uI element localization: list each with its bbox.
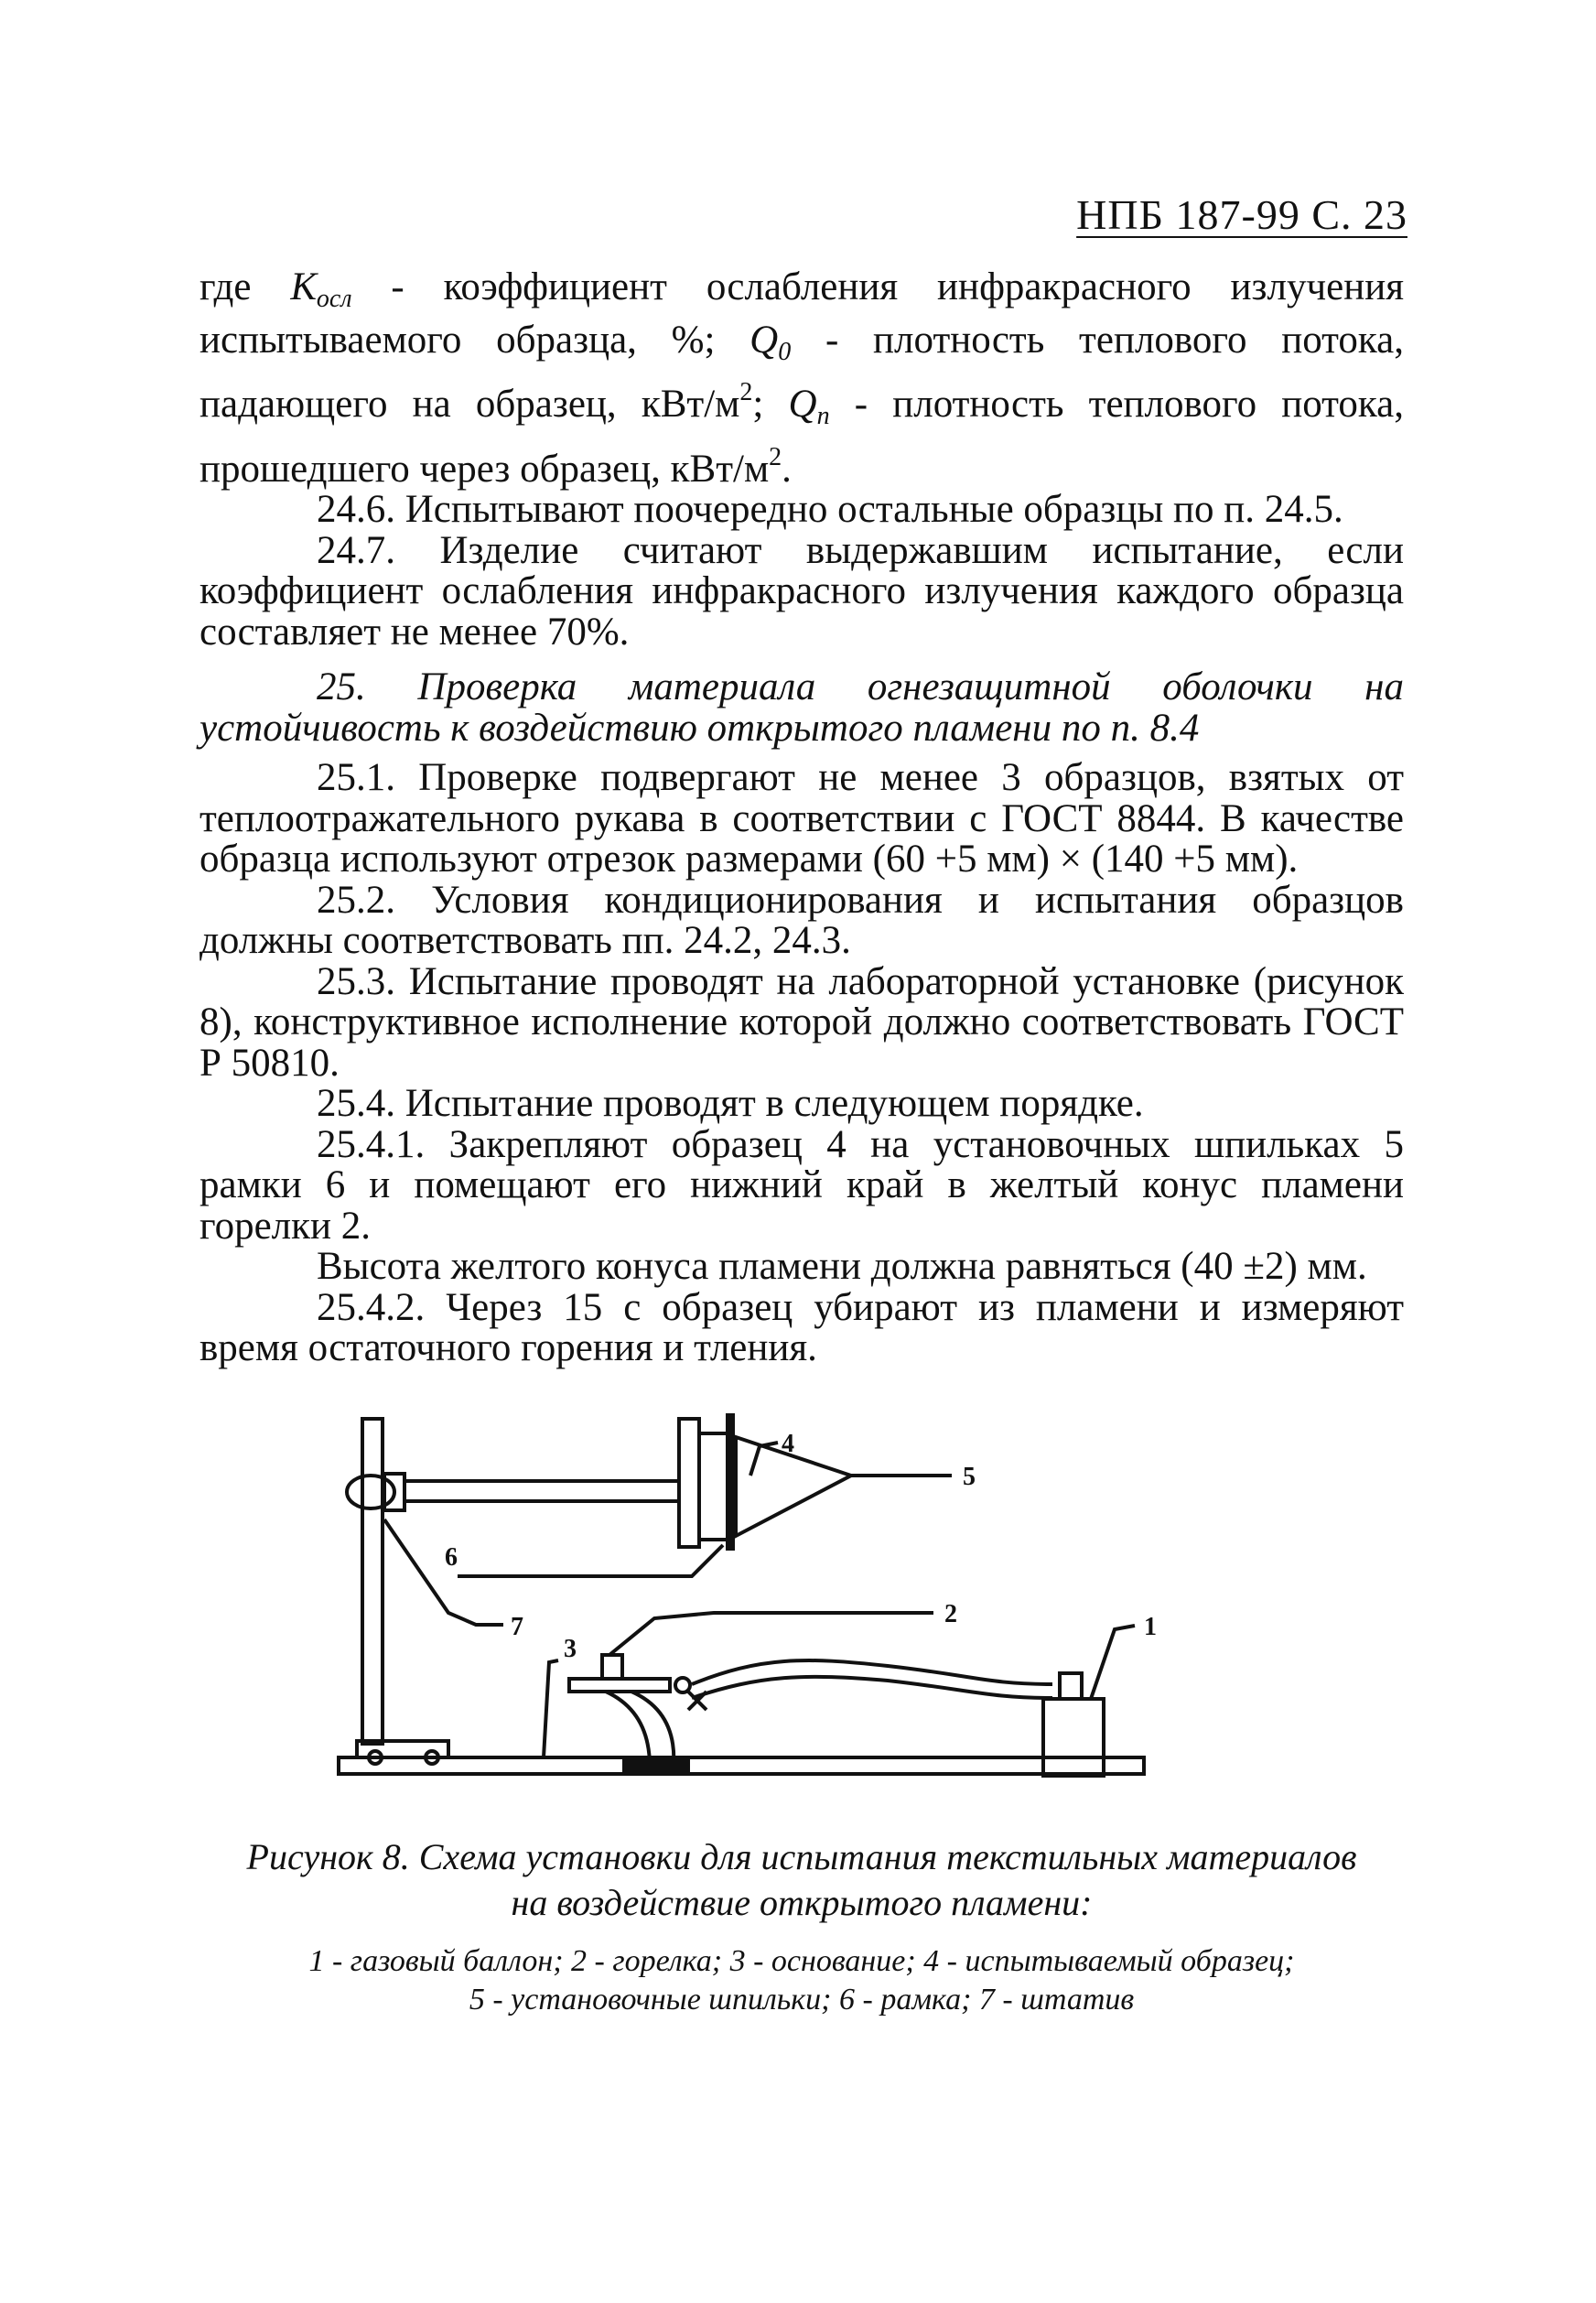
leader-line-7	[384, 1519, 503, 1625]
leader-line-1	[1091, 1626, 1135, 1699]
paragraph-25-3: 25.3. Испытание проводят на лабораторной установке (рисунок 8), конструктивное исполнение которой должно соответствовать ГОСТ Р 50810.	[200, 959, 1404, 1085]
paragraph-25-4: 25.4. Испытание проводят в следующем порядке.	[317, 1082, 1144, 1125]
burner-base	[624, 1757, 688, 1772]
figure-8-diagram	[329, 1382, 1391, 1812]
leader-line-2	[609, 1613, 933, 1655]
paragraph-24-7: 24.7. Изделие считают выдержавшим испытание, если коэффициент ослабления инфракрасного излучения каждого образца составляет не менее 70%.	[200, 528, 1404, 654]
body-text	[200, 267, 1404, 1369]
qn-subscript: п	[816, 402, 830, 430]
gas-cylinder	[1043, 1699, 1104, 1776]
horizontal-arm	[404, 1481, 679, 1501]
paragraph-flame-height: Высота желтого конуса пламени должна равняться (40 ±2) мм.	[317, 1245, 1367, 1288]
figure-caption	[200, 1834, 1404, 1926]
label-4: 4	[782, 1430, 794, 1458]
burner-head	[602, 1655, 622, 1679]
leader-line-3	[544, 1660, 558, 1757]
caption-line-1: Рисунок 8. Схема установки для испытания текстильных материалов	[246, 1836, 1357, 1877]
page-header: НПБ 187-99 С. 23	[1076, 191, 1407, 238]
label-2: 2	[944, 1600, 957, 1628]
qn-symbol: Q	[788, 383, 817, 426]
section-25-title: 25. Проверка материала огнезащитной оболочки на устойчивость к воздействию открытого пламени по п. 8.4	[200, 665, 1404, 750]
superscript-2: 2	[739, 378, 753, 406]
legend-line-1: 1 - газовый баллон; 2 - горелка; 3 - основание; 4 - испытываемый образец;	[308, 1944, 1295, 1978]
legend-line-2: 5 - установочные шпильки; 6 - рамка; 7 - штатив	[469, 1983, 1135, 2016]
paragraph-coefficient-definition: где $К_{осл}$ - коэффициент ослабления инфракрасного излучения испытываемого образца, %; $Q_0$ - плотность теплового потока, падающего на образец, кВт/$м^2$; $Q_п$ - плотность теплового потока, прошедшего через образец, кВт/$м^2$.	[200, 265, 1404, 491]
stand-clamp	[347, 1476, 394, 1508]
paragraph-25-4-1: 25.4.1. Закрепляют образец 4 на установочных шпильках 5 рамки 6 и помещают его нижний край в желтый конус пламени горелки 2.	[200, 1122, 1404, 1248]
gas-cylinder-valve	[1060, 1673, 1082, 1699]
leader-line-6	[458, 1545, 723, 1576]
paragraph-25-1: 25.1. Проверке подвергают не менее 3 образцов, взятых от теплоотражательного рукава в соответствии с ГОСТ 8844. В качестве образца используют отрезок размерами (60 +5 мм) × (140 +5 мм).	[200, 756, 1404, 881]
q0-symbol: Q	[749, 318, 779, 362]
burner-neck	[606, 1692, 674, 1767]
base-plate	[339, 1757, 1144, 1774]
label-7: 7	[511, 1613, 523, 1641]
figure-legend	[200, 1942, 1404, 2019]
superscript-2: 2	[769, 442, 782, 471]
q0-subscript: 0	[778, 337, 792, 366]
frame	[679, 1419, 699, 1547]
label-6: 6	[445, 1543, 458, 1572]
caption-line-2: на воздействие открытого пламени:	[511, 1882, 1093, 1923]
k-symbol: К	[290, 265, 317, 308]
label-1: 1	[1144, 1613, 1157, 1641]
burner-valve	[675, 1678, 690, 1692]
label-3: 3	[564, 1635, 577, 1663]
burner-plate	[569, 1679, 670, 1692]
paragraph-25-4-2: 25.4.2. Через 15 с образец убирают из пламени и измеряют время остаточного горения и тления.	[200, 1285, 1404, 1369]
k-subscript: осл	[316, 285, 352, 313]
stand-rod	[362, 1419, 383, 1744]
paragraph-25-2: 25.2. Условия кондиционирования и испытания образцов должны соответствовать пп. 24.2, 24.3.	[200, 878, 1404, 962]
label-5: 5	[963, 1463, 976, 1491]
frame-back	[699, 1433, 730, 1540]
apparatus-schematic	[329, 1382, 1391, 1812]
paragraph-24-6: 24.6. Испытывают поочередно остальные образцы по п. 24.5.	[317, 488, 1343, 531]
